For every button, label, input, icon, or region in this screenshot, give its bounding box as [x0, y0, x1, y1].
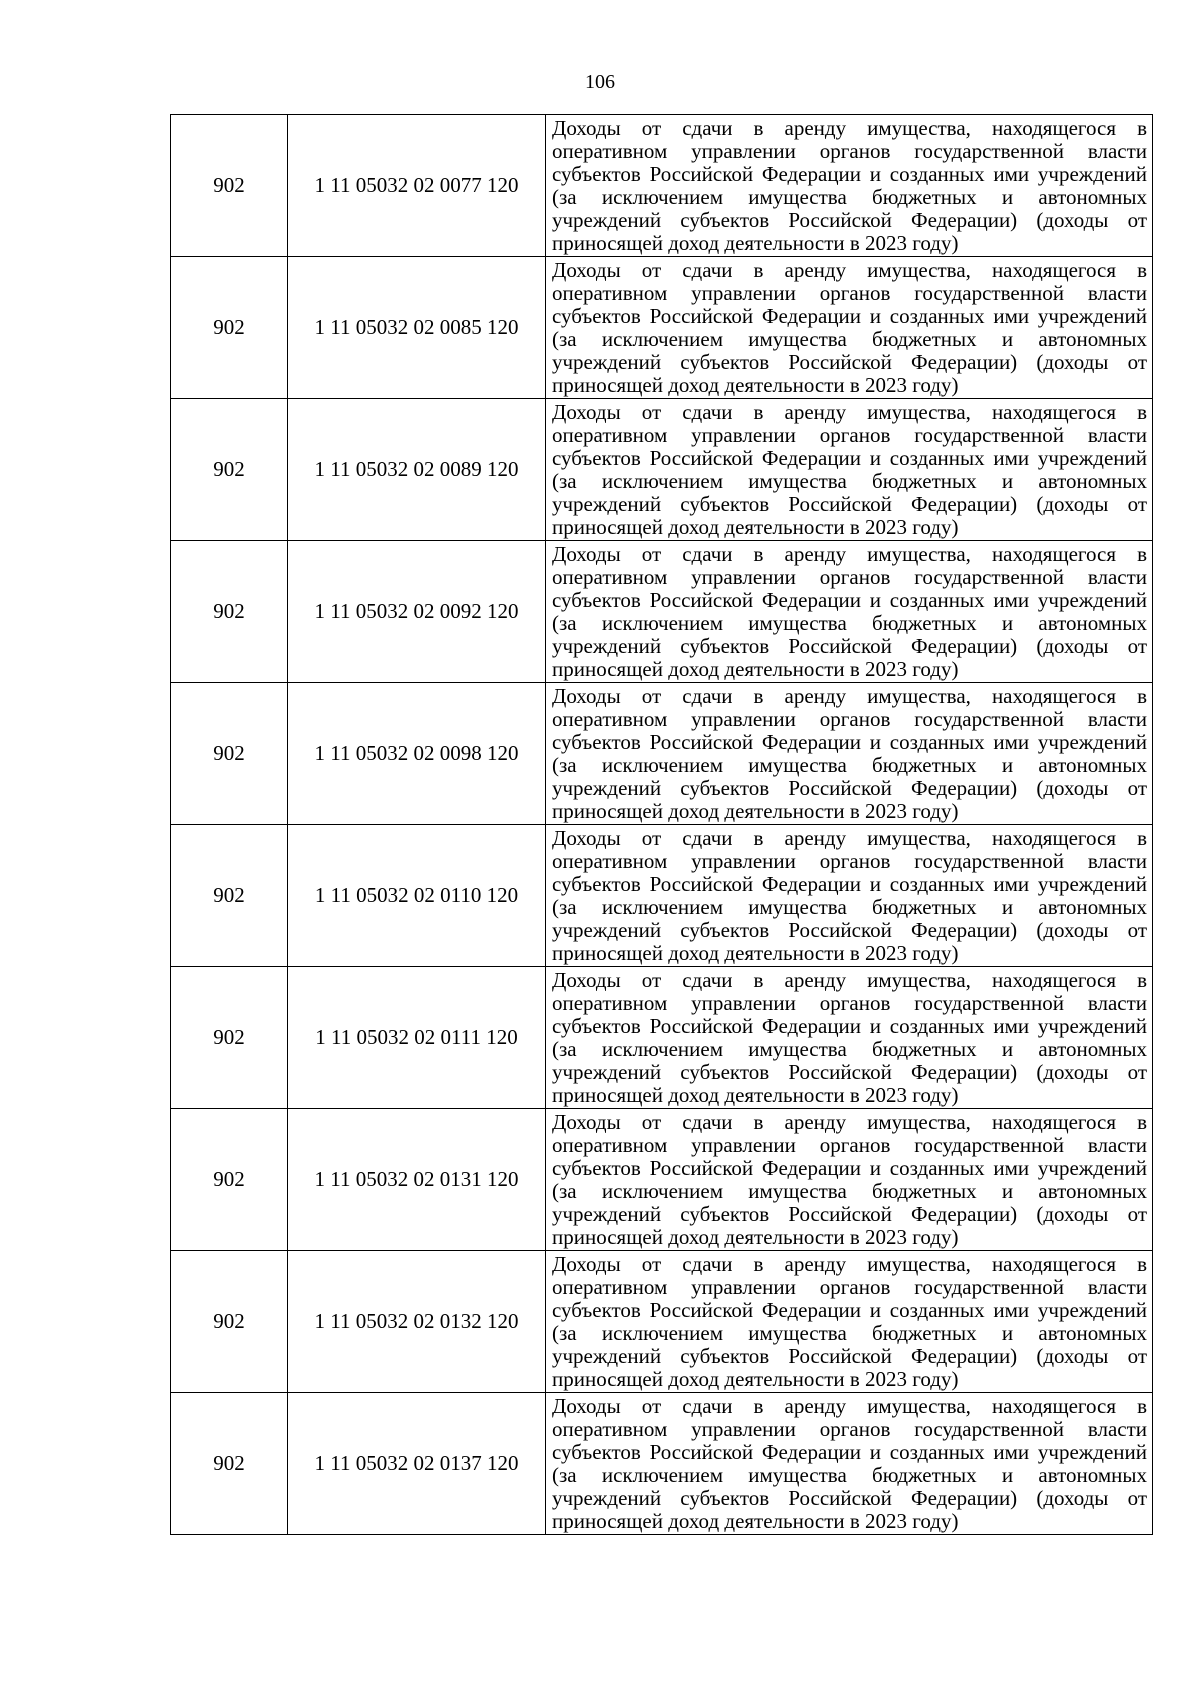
- admin-code-cell: 902: [171, 115, 288, 257]
- description-cell: [546, 1393, 1153, 1535]
- table-row: [171, 399, 1153, 541]
- table-row: [171, 1251, 1153, 1393]
- admin-code-cell: 902: [171, 1109, 288, 1251]
- description-cell: [546, 683, 1153, 825]
- income-code-cell: 1 11 05032 02 0098 120: [288, 683, 546, 825]
- table-row: [171, 825, 1153, 967]
- admin-code-cell: 902: [171, 257, 288, 399]
- admin-code-cell: 902: [171, 825, 288, 967]
- description-text: Доходы от сдачи в аренду имущества, находящегося в оперативном управлении органов государственной власти субъектов Российской Федерации и созданных ими учреждений (за исключением имущества бюджетных и автономных учреждений субъектов Российской Федерации) (доходы от приносящей доход деятельности в 2023 году): [552, 967, 1147, 1107]
- description-text: Доходы от сдачи в аренду имущества, находящегося в оперативном управлении органов государственной власти субъектов Российской Федерации и созданных ими учреждений (за исключением имущества бюджетных и автономных учреждений субъектов Российской Федерации) (доходы от приносящей доход деятельности в 2023 году): [552, 1251, 1147, 1391]
- income-code-cell: 1 11 05032 02 0111 120: [288, 967, 546, 1109]
- description-text: Доходы от сдачи в аренду имущества, находящегося в оперативном управлении органов государственной власти субъектов Российской Федерации и созданных ими учреждений (за исключением имущества бюджетных и автономных учреждений субъектов Российской Федерации) (доходы от приносящей доход деятельности в 2023 году): [552, 541, 1147, 681]
- table-row: [171, 1393, 1153, 1535]
- table-row: [171, 1109, 1153, 1251]
- description-text: Доходы от сдачи в аренду имущества, находящегося в оперативном управлении органов государственной власти субъектов Российской Федерации и созданных ими учреждений (за исключением имущества бюджетных и автономных учреждений субъектов Российской Федерации) (доходы от приносящей доход деятельности в 2023 году): [552, 399, 1147, 539]
- description-cell: [546, 115, 1153, 257]
- income-code-cell: 1 11 05032 02 0092 120: [288, 541, 546, 683]
- description-text: Доходы от сдачи в аренду имущества, находящегося в оперативном управлении органов государственной власти субъектов Российской Федерации и созданных ими учреждений (за исключением имущества бюджетных и автономных учреждений субъектов Российской Федерации) (доходы от приносящей доход деятельности в 2023 году): [552, 1393, 1147, 1533]
- income-code-cell: 1 11 05032 02 0131 120: [288, 1109, 546, 1251]
- description-cell: [546, 399, 1153, 541]
- admin-code-cell: 902: [171, 399, 288, 541]
- table-row: [171, 115, 1153, 257]
- description-cell: [546, 825, 1153, 967]
- table-row: [171, 967, 1153, 1109]
- admin-code-cell: 902: [171, 683, 288, 825]
- income-code-cell: 1 11 05032 02 0085 120: [288, 257, 546, 399]
- income-codes-table: [170, 114, 1153, 1535]
- description-cell: [546, 1109, 1153, 1251]
- description-cell: [546, 1251, 1153, 1393]
- income-code-cell: 1 11 05032 02 0089 120: [288, 399, 546, 541]
- table-row: [171, 541, 1153, 683]
- admin-code-cell: 902: [171, 1251, 288, 1393]
- description-cell: [546, 967, 1153, 1109]
- admin-code-cell: 902: [171, 541, 288, 683]
- admin-code-cell: 902: [171, 967, 288, 1109]
- description-text: Доходы от сдачи в аренду имущества, находящегося в оперативном управлении органов государственной власти субъектов Российской Федерации и созданных ими учреждений (за исключением имущества бюджетных и автономных учреждений субъектов Российской Федерации) (доходы от приносящей доход деятельности в 2023 году): [552, 115, 1147, 255]
- page-number: 106: [585, 71, 615, 93]
- income-code-cell: 1 11 05032 02 0132 120: [288, 1251, 546, 1393]
- income-code-cell: 1 11 05032 02 0137 120: [288, 1393, 546, 1535]
- admin-code-cell: 902: [171, 1393, 288, 1535]
- description-text: Доходы от сдачи в аренду имущества, находящегося в оперативном управлении органов государственной власти субъектов Российской Федерации и созданных ими учреждений (за исключением имущества бюджетных и автономных учреждений субъектов Российской Федерации) (доходы от приносящей доход деятельности в 2023 году): [552, 683, 1147, 823]
- description-text: Доходы от сдачи в аренду имущества, находящегося в оперативном управлении органов государственной власти субъектов Российской Федерации и созданных ими учреждений (за исключением имущества бюджетных и автономных учреждений субъектов Российской Федерации) (доходы от приносящей доход деятельности в 2023 году): [552, 1109, 1147, 1249]
- description-text: Доходы от сдачи в аренду имущества, находящегося в оперативном управлении органов государственной власти субъектов Российской Федерации и созданных ими учреждений (за исключением имущества бюджетных и автономных учреждений субъектов Российской Федерации) (доходы от приносящей доход деятельности в 2023 году): [552, 825, 1147, 965]
- description-cell: [546, 257, 1153, 399]
- description-text: Доходы от сдачи в аренду имущества, находящегося в оперативном управлении органов государственной власти субъектов Российской Федерации и созданных ими учреждений (за исключением имущества бюджетных и автономных учреждений субъектов Российской Федерации) (доходы от приносящей доход деятельности в 2023 году): [552, 257, 1147, 397]
- table-row: [171, 683, 1153, 825]
- income-code-cell: 1 11 05032 02 0110 120: [288, 825, 546, 967]
- description-cell: [546, 541, 1153, 683]
- income-code-cell: 1 11 05032 02 0077 120: [288, 115, 546, 257]
- table-row: [171, 257, 1153, 399]
